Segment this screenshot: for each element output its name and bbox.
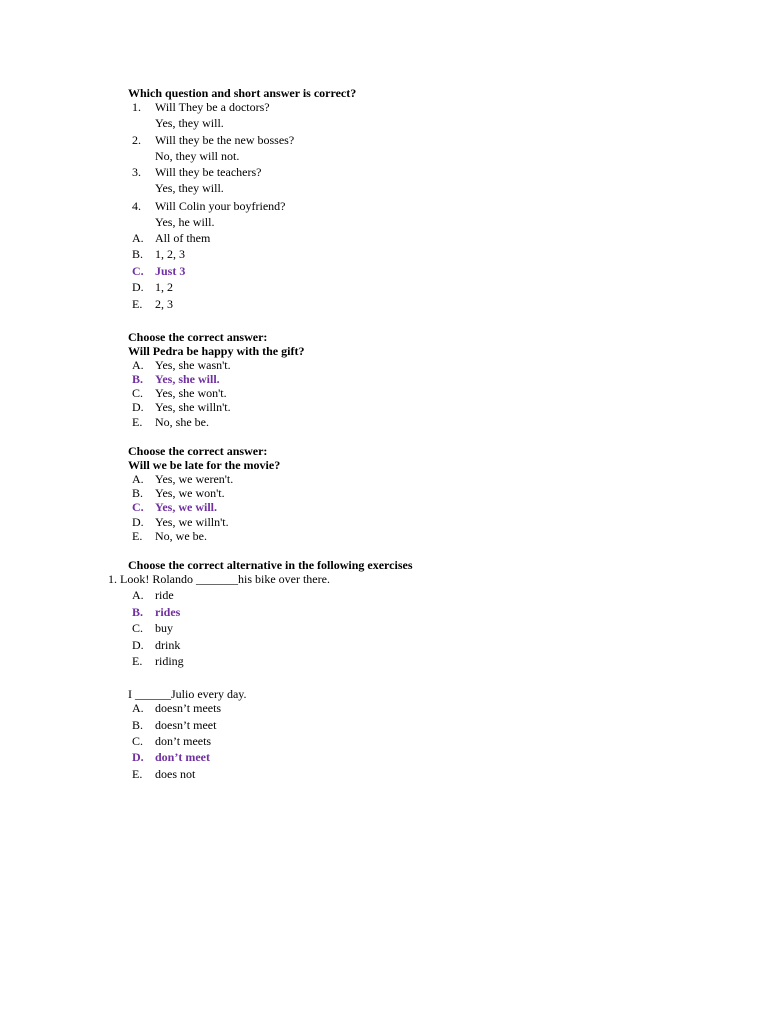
q4-question: 1. Look! Rolando _______his bike over there. xyxy=(108,572,330,586)
q4-title: Choose the correct alternative in the following exercises xyxy=(128,558,413,572)
q4-option-a-text: ride xyxy=(155,588,174,602)
q3-option-e-letter: E. xyxy=(132,529,143,543)
q1-option-b-text: 1, 2, 3 xyxy=(155,247,185,261)
q1-option-e-text: 2, 3 xyxy=(155,297,173,311)
q5-option-c-text: don’t meets xyxy=(155,734,212,748)
q4-option-e-text: riding xyxy=(155,654,184,668)
q4-option-b-text: rides xyxy=(155,605,181,619)
q4-option-d-letter: D. xyxy=(132,638,144,652)
q4-option-c-letter: C. xyxy=(132,621,144,635)
q1-item-4-answer: Yes, he will. xyxy=(155,215,215,229)
q1-item-2-question: Will they be the new bosses? xyxy=(155,133,295,147)
q1-option-a-text: All of them xyxy=(155,231,211,245)
q3-option-b-letter: B. xyxy=(132,486,144,500)
q2-option-d-letter: D. xyxy=(132,400,144,414)
q4-option-e-letter: E. xyxy=(132,654,143,668)
q1-option-c-letter: C. xyxy=(132,264,144,278)
q3-question: Will we be late for the movie? xyxy=(128,458,281,472)
q1-option-d-text: 1, 2 xyxy=(155,280,173,294)
q3-option-a-letter: A. xyxy=(132,472,144,486)
q1-item-2-number: 2. xyxy=(132,133,141,147)
q4-option-c-text: buy xyxy=(155,621,173,635)
q2-option-c-text: Yes, she won't. xyxy=(155,386,227,400)
q1-item-3-answer: Yes, they will. xyxy=(155,181,224,195)
q5-option-a-text: doesn’t meets xyxy=(155,701,222,715)
q2-option-b-letter: B. xyxy=(132,372,144,386)
q3-option-c-letter: C. xyxy=(132,500,144,514)
q1-title: Which question and short answer is correct? xyxy=(128,86,357,100)
q3-option-a-text: Yes, we weren't. xyxy=(155,472,234,486)
q3-option-c-text: Yes, we will. xyxy=(155,500,217,514)
q2-option-d-text: Yes, she willn't. xyxy=(155,400,231,414)
q5-option-c-letter: C. xyxy=(132,734,144,748)
q1-item-1-question: Will They be a doctors? xyxy=(155,100,270,114)
q2-option-a-letter: A. xyxy=(132,358,144,372)
q1-item-2-answer: No, they will not. xyxy=(155,149,240,163)
q3-option-d-text: Yes, we willn't. xyxy=(155,515,229,529)
q3-option-d-letter: D. xyxy=(132,515,144,529)
q1-option-c-text: Just 3 xyxy=(155,264,186,278)
q2-question: Will Pedra be happy with the gift? xyxy=(128,344,305,358)
q1-item-4-question: Will Colin your boyfriend? xyxy=(155,199,286,213)
q2-option-e-letter: E. xyxy=(132,415,143,429)
q1-item-3-question: Will they be teachers? xyxy=(155,165,262,179)
q2-option-e-text: No, she be. xyxy=(155,415,209,429)
q5-option-d-text: don’t meet xyxy=(155,750,210,764)
q3-option-b-text: Yes, we won't. xyxy=(155,486,225,500)
q4-option-a-letter: A. xyxy=(132,588,144,602)
q3-title: Choose the correct answer: xyxy=(128,444,268,458)
q2-option-b-text: Yes, she will. xyxy=(155,372,220,386)
q5-option-b-letter: B. xyxy=(132,718,144,732)
q5-option-a-letter: A. xyxy=(132,701,144,715)
q5-option-b-text: doesn’t meet xyxy=(155,718,217,732)
q5-option-e-text: does not xyxy=(155,767,196,781)
q2-option-a-text: Yes, she wasn't. xyxy=(155,358,231,372)
q5-option-d-letter: D. xyxy=(132,750,144,764)
q5-question: I ______Julio every day. xyxy=(128,687,247,701)
q4-option-b-letter: B. xyxy=(132,605,144,619)
q1-option-a-letter: A. xyxy=(132,231,144,245)
q1-item-1-answer: Yes, they will. xyxy=(155,116,224,130)
q2-option-c-letter: C. xyxy=(132,386,144,400)
q1-option-d-letter: D. xyxy=(132,280,144,294)
q1-item-4-number: 4. xyxy=(132,199,141,213)
q1-option-e-letter: E. xyxy=(132,297,143,311)
q4-option-d-text: drink xyxy=(155,638,181,652)
q2-title: Choose the correct answer: xyxy=(128,330,268,344)
q5-option-e-letter: E. xyxy=(132,767,143,781)
q1-item-3-number: 3. xyxy=(132,165,141,179)
q1-option-b-letter: B. xyxy=(132,247,144,261)
q3-option-e-text: No, we be. xyxy=(155,529,207,543)
q1-item-1-number: 1. xyxy=(132,100,141,114)
